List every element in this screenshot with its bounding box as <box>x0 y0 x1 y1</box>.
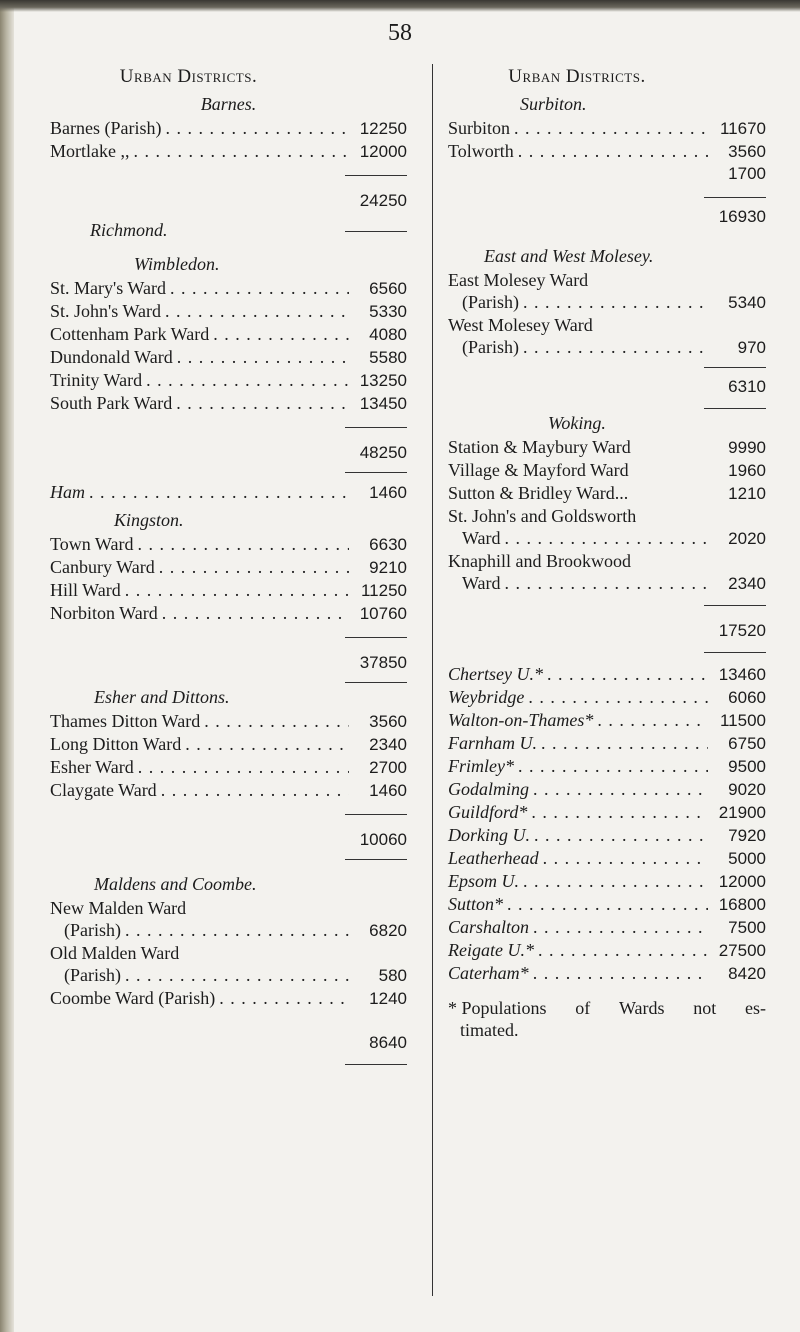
row-label: St. Mary's Ward <box>50 278 166 298</box>
row-value: 9020 <box>728 780 766 799</box>
leader-dots <box>158 602 349 624</box>
footnote-word: of <box>575 998 591 1018</box>
table-row <box>448 847 766 870</box>
row-value: 1460 <box>369 483 407 502</box>
row-label: Claygate Ward <box>50 780 157 800</box>
leader-dots <box>539 847 708 869</box>
row-label: Dorking U. <box>448 825 530 845</box>
row-label: Epsom U. <box>448 871 519 891</box>
table-row <box>50 277 407 300</box>
sum-rule <box>345 1064 407 1065</box>
table-row <box>50 919 407 942</box>
row-label: Leatherhead <box>448 848 539 868</box>
row-label: (Parish) <box>64 920 121 940</box>
leader-dots <box>173 346 349 368</box>
row-label: South Park Ward <box>50 393 173 413</box>
leader-dots <box>529 916 708 938</box>
wimbledon-total: 48250 <box>359 443 407 462</box>
row-label: Reigate U.* <box>448 940 534 960</box>
sum-rule <box>345 682 407 683</box>
row-value: 27500 <box>718 941 766 960</box>
woking-title: Woking. <box>548 413 606 433</box>
page-edge-left <box>0 0 14 1332</box>
row-value: 2020 <box>728 529 766 548</box>
molesey-total: 6310 <box>728 377 766 396</box>
table-row <box>448 117 766 140</box>
sum-rule <box>345 814 407 815</box>
table-row <box>448 482 766 505</box>
table-row <box>50 710 407 733</box>
esher-title: Esher and Dittons. <box>94 687 230 707</box>
sum-rule <box>345 637 407 638</box>
leader-dots <box>121 919 349 941</box>
sum-rule <box>345 427 407 428</box>
row-label: Long Ditton Ward <box>50 734 182 754</box>
sum-rule <box>704 408 766 409</box>
row-value: 6820 <box>369 921 407 940</box>
table-row <box>50 579 407 602</box>
row-value: 11500 <box>719 711 766 730</box>
row-value: 11250 <box>360 581 407 600</box>
row-label: Station & Maybury Ward <box>448 437 631 457</box>
richmond-title: Richmond. <box>90 220 168 240</box>
row-value: 16800 <box>718 895 766 914</box>
table-row <box>448 291 766 314</box>
row-value: 12000 <box>359 142 407 161</box>
leader-dots <box>501 572 708 594</box>
table-row <box>50 323 407 346</box>
leader-dots <box>519 870 708 892</box>
row-label: Surbiton <box>448 118 511 138</box>
leader-dots <box>529 962 708 984</box>
left-heading: Urban Districts. <box>119 66 258 87</box>
row-value: 9210 <box>369 558 407 577</box>
row-label: Chertsey U.* <box>448 664 543 684</box>
leader-dots <box>166 277 349 299</box>
footnote-line-1 <box>448 997 766 1019</box>
row-value: 970 <box>737 338 766 357</box>
surbiton-total: 16930 <box>718 207 766 226</box>
table-row <box>448 755 766 778</box>
row-label: Sutton* <box>448 894 504 914</box>
row-value: 1240 <box>369 989 407 1008</box>
column-divider <box>432 64 433 1296</box>
row-value: 12000 <box>718 872 766 891</box>
table-row <box>448 709 766 732</box>
table-row <box>50 987 407 1010</box>
footnote-word: * Populations <box>448 998 547 1018</box>
new-malden-line: New Malden Ward <box>50 898 187 918</box>
leader-dots <box>172 392 349 414</box>
footnote-line-2: timated. <box>460 1020 519 1040</box>
row-value: 6560 <box>369 279 407 298</box>
table-row <box>50 779 407 802</box>
table-row <box>50 140 407 163</box>
row-value: 2700 <box>369 758 407 777</box>
woking-total: 17520 <box>718 621 766 640</box>
row-label: Town Ward <box>50 534 134 554</box>
leader-dots <box>215 987 349 1009</box>
st-johns-line: St. John's and Goldsworth <box>448 506 637 526</box>
row-label: (Parish) <box>462 337 519 357</box>
row-value: 6630 <box>369 535 407 554</box>
leader-dots <box>593 709 708 731</box>
row-label: Mortlake ,, <box>50 141 130 161</box>
kingston-total: 37850 <box>359 653 407 672</box>
leader-dots <box>129 140 349 162</box>
row-value: 5580 <box>369 348 407 367</box>
table-row <box>448 663 766 686</box>
leader-dots <box>543 663 708 685</box>
left-column <box>50 66 407 1065</box>
row-label: Frimley* <box>448 756 514 776</box>
leader-dots <box>85 481 349 503</box>
leader-dots <box>501 527 708 549</box>
row-label: Walton-on-Thames* <box>448 710 594 730</box>
row-value: 3560 <box>728 142 766 161</box>
maldens-total: 8640 <box>369 1033 407 1052</box>
leader-dots <box>121 964 349 986</box>
table-row <box>50 756 407 779</box>
table-row <box>448 686 766 709</box>
row-value: 7920 <box>728 826 766 845</box>
row-value: 13460 <box>718 665 766 684</box>
row-value: 5340 <box>728 293 766 312</box>
row-label: Dundonald Ward <box>50 347 173 367</box>
leader-dots <box>514 755 708 777</box>
row-value: 2340 <box>728 574 766 593</box>
leader-dots <box>181 733 349 755</box>
footnote-word: es- <box>744 998 766 1018</box>
row-value: 11670 <box>719 119 766 138</box>
leader-dots <box>527 801 708 823</box>
row-label: Cottenham Park Ward <box>50 324 210 344</box>
table-row <box>448 140 766 163</box>
leader-dots <box>510 117 708 139</box>
row-label: Caterham* <box>448 963 529 983</box>
row-value: 13450 <box>359 394 407 413</box>
barnes-total: 24250 <box>359 191 407 210</box>
row-value: 12250 <box>359 119 407 138</box>
row-value: 1960 <box>728 461 766 480</box>
row-label: Godalming <box>448 779 529 799</box>
row-value: 2340 <box>369 735 407 754</box>
row-label: St. John's Ward <box>50 301 161 321</box>
wimbledon-title: Wimbledon. <box>134 254 220 274</box>
kingston-title: Kingston. <box>114 510 184 530</box>
knaphill-line: Knaphill and Brookwood <box>448 551 631 571</box>
page-number: 58 <box>388 20 412 46</box>
row-label: (Parish) <box>462 292 519 312</box>
sum-rule <box>704 652 766 653</box>
table-row <box>50 300 407 323</box>
row-label: Tolworth <box>448 141 514 161</box>
leader-dots <box>503 893 708 915</box>
maldens-title: Maldens and Coombe. <box>94 874 257 894</box>
sum-rule <box>704 605 766 606</box>
leader-dots <box>209 323 349 345</box>
leader-dots <box>534 939 708 961</box>
leader-dots <box>530 824 708 846</box>
footnote-word: Wards <box>618 998 665 1018</box>
row-value: 6060 <box>728 688 766 707</box>
other-districts-list <box>448 663 766 985</box>
old-malden-line: Old Malden Ward <box>50 943 180 963</box>
leader-dots <box>133 533 349 555</box>
row-label: Ward <box>462 573 501 593</box>
table-row <box>448 893 766 916</box>
table-row <box>448 778 766 801</box>
sum-rule <box>704 367 766 368</box>
leader-dots <box>200 710 349 732</box>
surbiton-title: Surbiton. <box>520 94 587 114</box>
row-label: Barnes (Parish) <box>50 118 162 138</box>
row-label: Esher Ward <box>50 757 134 777</box>
right-heading: Urban Districts. <box>508 66 646 87</box>
leader-dots <box>161 300 349 322</box>
row-label: Norbiton Ward <box>50 603 158 623</box>
sum-rule <box>345 231 407 232</box>
row-label: Canbury Ward <box>50 557 155 577</box>
leader-dots <box>519 291 708 313</box>
row-label: (Parish) <box>64 965 121 985</box>
footnote-word: not <box>693 998 717 1018</box>
table-row <box>50 964 407 987</box>
table-row <box>50 533 407 556</box>
right-column <box>448 66 766 1041</box>
row-value: 9990 <box>728 438 766 457</box>
table-row <box>448 436 766 459</box>
barnes-title: Barnes. <box>200 94 257 114</box>
row-label: Guildford* <box>448 802 528 822</box>
west-molesey-line: West Molesey Ward <box>448 315 593 335</box>
table-row <box>50 346 407 369</box>
table-row <box>448 824 766 847</box>
leader-dots <box>121 579 349 601</box>
row-label: Weybridge <box>448 687 525 707</box>
row-value: 21900 <box>718 803 766 822</box>
esher-total: 10060 <box>359 830 407 849</box>
row-value: 5000 <box>728 849 766 868</box>
table-row <box>448 572 766 595</box>
table-row <box>50 117 407 140</box>
row-value: 3560 <box>369 712 407 731</box>
table-row <box>448 939 766 962</box>
leader-dots <box>514 140 708 162</box>
row-label: Ham <box>50 482 85 502</box>
table-row <box>50 481 407 504</box>
table-row <box>50 733 407 756</box>
table-row <box>448 916 766 939</box>
molesey-title: East and West Molesey. <box>484 246 654 266</box>
row-value: 1210 <box>728 484 766 503</box>
east-molesey-line: East Molesey Ward <box>448 270 589 290</box>
leader-dots <box>134 756 349 778</box>
table-row <box>50 369 407 392</box>
row-value: 4080 <box>369 325 407 344</box>
row-value: 13250 <box>359 371 407 390</box>
row-label: Village & Mayford Ward <box>448 460 629 480</box>
row-label: Thames Ditton Ward <box>50 711 201 731</box>
row-label: Carshalton <box>448 917 530 937</box>
table-row <box>50 602 407 625</box>
leader-dots <box>537 732 708 754</box>
row-label: Hill Ward <box>50 580 121 600</box>
row-value: 580 <box>378 966 407 985</box>
row-value: 9500 <box>728 757 766 776</box>
table-row <box>448 870 766 893</box>
table-row <box>448 336 766 359</box>
sum-rule <box>704 197 766 198</box>
row-label: Sutton & Bridley Ward... <box>448 483 629 503</box>
leader-dots <box>519 336 708 358</box>
row-label: Ward <box>462 528 501 548</box>
leader-dots <box>161 117 349 139</box>
page-edge-top <box>0 0 800 12</box>
sum-rule <box>345 472 407 473</box>
row-value: 7500 <box>728 918 766 937</box>
footnote <box>448 997 766 1041</box>
leader-dots <box>142 369 349 391</box>
table-row <box>448 459 766 482</box>
row-value: 10760 <box>359 604 407 623</box>
leader-dots <box>155 556 349 578</box>
row-label: Trinity Ward <box>50 370 143 390</box>
table-row <box>448 801 766 824</box>
table-row <box>50 392 407 415</box>
leader-dots <box>524 686 708 708</box>
row-value: 8420 <box>728 964 766 983</box>
table-row <box>448 962 766 985</box>
row-label: Coombe Ward (Parish) <box>50 988 216 1008</box>
leader-dots <box>157 779 349 801</box>
row-value: 5330 <box>369 302 407 321</box>
row-value: 6750 <box>728 734 766 753</box>
surbiton-extra-value: 1700 <box>728 164 766 183</box>
table-row <box>50 556 407 579</box>
sum-rule <box>345 175 407 176</box>
row-label: Farnham U. <box>448 733 537 753</box>
table-row <box>448 732 766 755</box>
row-value: 1460 <box>369 781 407 800</box>
leader-dots <box>529 778 708 800</box>
table-row <box>448 527 766 550</box>
sum-rule <box>345 859 407 860</box>
